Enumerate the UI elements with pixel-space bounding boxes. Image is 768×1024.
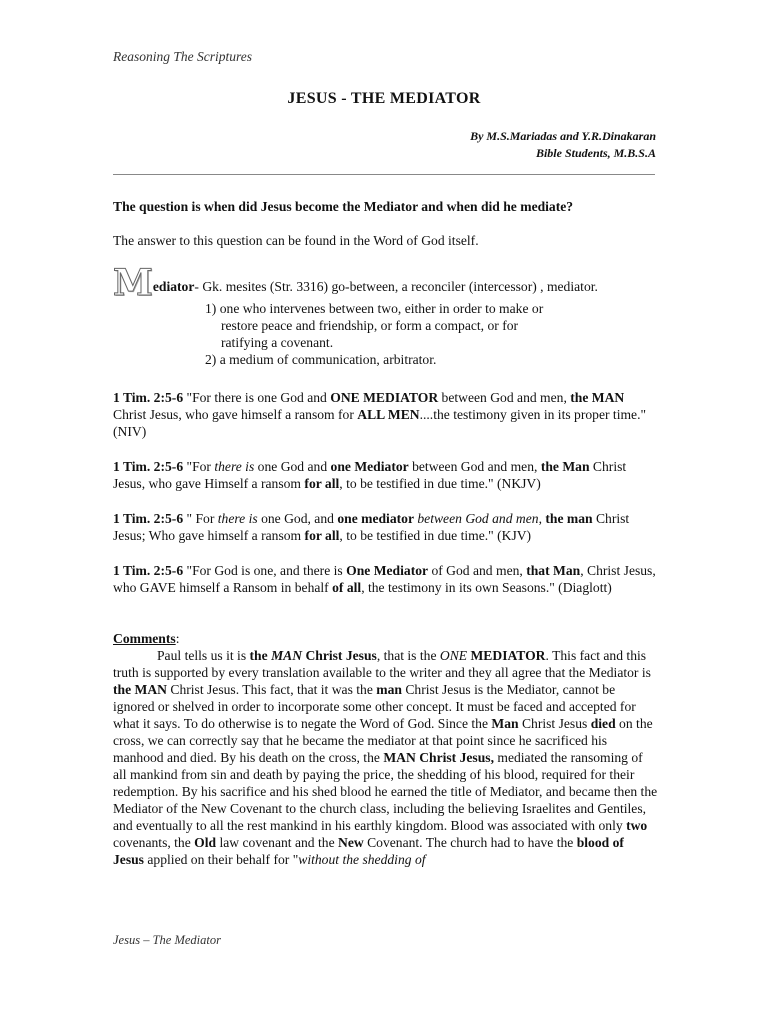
comment-text-segment: New	[338, 835, 364, 850]
verse-reference: 1 Tim. 2:5-6	[113, 563, 184, 578]
verse-text-segment: one God, and	[257, 511, 338, 526]
comment-text-segment: two	[626, 818, 648, 833]
verse-text-segment: the man	[545, 511, 593, 526]
comment-text-segment: , that is the	[376, 648, 440, 663]
verse-text-segment: the MAN	[570, 390, 625, 405]
verse-text-segment: " For	[183, 511, 218, 526]
verse-text-segment: between God and men	[413, 511, 539, 526]
answer-paragraph: The answer to this question can be found in the Word of God itself.	[113, 233, 479, 248]
comment-text-segment: MAN	[271, 648, 303, 663]
byline	[470, 128, 656, 162]
verse-niv	[113, 389, 658, 440]
comment-text-segment: mediated the ransoming of all mankind from sin and death by paying the price, the shedding of his blood, required for their redemption. By his sacrifice and his shed blood he earned the title of Mediator, and became then the Mediator of the New Covenant to the church class, including the believing Israelites and Gentiles, and eventually to all the rest mankind in his earthly kingdom. Blood was associated with only	[113, 750, 658, 833]
verse-text-segment: that Man	[526, 563, 581, 578]
definition-list	[205, 300, 658, 368]
comment-text-segment: ONE	[439, 648, 468, 663]
verse-text-segment: of God and men,	[428, 563, 527, 578]
question-heading: The question is when did Jesus become the Mediator and when did he mediate?	[113, 199, 574, 214]
verse-text-segment: between God and men,	[408, 459, 541, 474]
verse-text-segment: ALL MEN	[357, 407, 420, 422]
verse-text-segment: ,	[538, 511, 546, 526]
running-header: Reasoning The Scriptures	[113, 49, 252, 64]
verse-text-segment: Christ Jesus; Who gave himself a ransom	[113, 511, 630, 543]
comment-text-segment: Paul tells us it is	[157, 648, 250, 663]
comment-text-segment: Old	[194, 835, 217, 850]
verse-text-segment: for all	[304, 476, 340, 491]
comments-body	[113, 647, 658, 868]
comment-text-segment: Christ Jesus. This fact, that it was the	[166, 682, 377, 697]
verse-text-segment: , the testimony in its own Seasons." (Diaglott)	[361, 580, 612, 595]
definition-item	[205, 300, 658, 351]
comment-text-segment: Covenant. The church had to have the	[363, 835, 577, 850]
comment-text-segment: law covenant and the	[216, 835, 339, 850]
comment-text-segment: MEDIATOR	[467, 648, 546, 663]
verse-text-segment: Christ Jesus, who gave himself a ransom for	[113, 407, 358, 422]
comments-heading-colon: :	[175, 631, 180, 646]
comments-heading-line	[113, 630, 658, 647]
verse-text-segment: , to be testified in due time." (NKJV)	[339, 476, 541, 491]
verse-reference: 1 Tim. 2:5-6	[113, 390, 184, 405]
verse-text-segment: ONE MEDIATOR	[330, 390, 439, 405]
comment-text-segment: MAN Christ Jesus,	[383, 750, 494, 765]
definition-term: ediator	[152, 279, 195, 294]
comment-text-segment: man	[376, 682, 402, 697]
drop-cap-letter: M	[113, 262, 153, 304]
definition-item-line: 2) a medium of communication, arbitrator.	[205, 352, 437, 367]
verse-text-segment: Christ Jesus, who gave Himself a ransom	[113, 459, 627, 491]
comment-text-segment: . This fact and this truth is supported by every translation available to the writer and they all agree that the Mediator is	[113, 648, 651, 680]
definition-item-line: ratifying a covenant.	[221, 335, 334, 350]
verse-kjv	[113, 510, 658, 544]
definition-item	[205, 351, 658, 368]
verse-text-segment: "For	[183, 459, 215, 474]
verse-text-segment: One Mediator	[346, 563, 429, 578]
verse-text-segment: of all	[332, 580, 362, 595]
verse-text-segment: for all	[304, 528, 340, 543]
byline-authors: By M.S.Mariadas and Y.R.Dinakaran	[470, 129, 656, 143]
comment-text-segment: applied on their behalf for "	[143, 852, 299, 867]
definition-item-line: 1) one who intervenes between two, either in order to make or	[205, 301, 544, 316]
comment-text-segment: the MAN	[113, 682, 167, 697]
verse-text-segment: , to be testified in due time." (KJV)	[339, 528, 532, 543]
comment-text-segment: Christ Jesus	[518, 716, 591, 731]
verse-text-segment: "For God is one, and there is	[183, 563, 347, 578]
running-footer: Jesus – The Mediator	[113, 933, 221, 947]
comment-text-segment: blood of Jesus	[113, 835, 624, 867]
definition-item-line: restore peace and friendship, or form a compact, or for	[221, 318, 519, 333]
verse-reference: 1 Tim. 2:5-6	[113, 459, 184, 474]
verse-text-segment: , Christ Jesus, who GAVE himself a Ransom in behalf	[113, 563, 656, 595]
comments-heading: Comments	[113, 631, 176, 646]
comment-text-segment: Christ Jesus is the Mediator, cannot be ignored or shelved in order to incorporate some other concept. It must be faced and accepted for what it says. To do otherwise is to negate the Word of God. Since the	[113, 682, 636, 731]
verse-reference: 1 Tim. 2:5-6	[113, 511, 184, 526]
verse-text-segment: one mediator	[337, 511, 414, 526]
mediator-definition	[113, 262, 658, 368]
verse-text-segment: ....the testimony given in its proper time." (NIV)	[113, 407, 647, 439]
definition-lead: - Gk. mesites (Str. 3316) go-between, a reconciler (intercessor) , mediator.	[194, 279, 598, 294]
definition-line	[113, 262, 658, 304]
verse-text-segment: there is	[217, 511, 258, 526]
verse-text-segment: one God and	[254, 459, 331, 474]
comment-text-segment: Christ Jesus	[302, 648, 377, 663]
verse-text-segment: one Mediator	[330, 459, 409, 474]
comment-text-segment: covenants, the	[113, 835, 195, 850]
comment-text-segment: the	[249, 648, 272, 663]
verse-text-segment: between God and men,	[438, 390, 571, 405]
verse-text-segment: there is	[214, 459, 255, 474]
page-title: JESUS - THE MEDIATOR	[287, 90, 481, 107]
header-divider	[113, 174, 655, 175]
comments-section	[113, 630, 658, 868]
comment-text-segment: died	[590, 716, 616, 731]
verse-text-segment: "For there is one God and	[183, 390, 331, 405]
comment-text-segment: on the cross, we can correctly say that he became the mediator at that point since he sacrificed his manhood and died. By his death on the cross, the	[113, 716, 653, 765]
comment-text-segment: Man	[491, 716, 519, 731]
verse-nkjv	[113, 458, 658, 492]
byline-affiliation: Bible Students, M.B.S.A	[535, 146, 656, 160]
verse-text-segment: the Man	[540, 459, 590, 474]
comment-text-segment: without the shedding of	[298, 852, 426, 867]
verse-diaglott	[113, 562, 658, 596]
